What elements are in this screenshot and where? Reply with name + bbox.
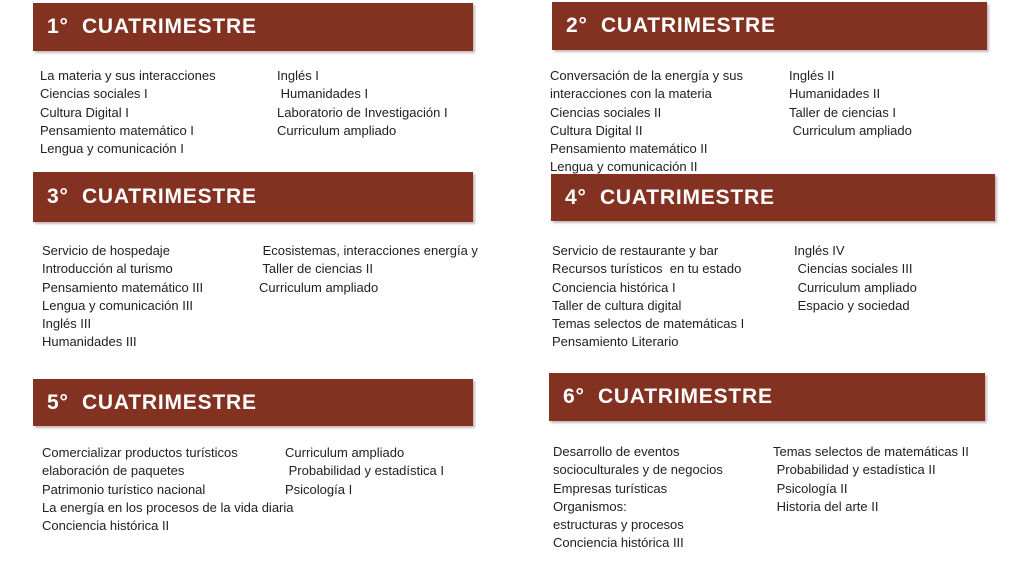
cuatrimestre-2-title: 2° CUATRIMESTRE [566, 14, 776, 37]
cuatrimestre-6-header-banner [549, 373, 985, 421]
subject-item: Organismos: [553, 498, 627, 514]
subject-item: Empresas turísticas [553, 480, 668, 496]
subject-item: elaboración de paquetes [42, 463, 185, 479]
subject-item: Inglés II [789, 68, 835, 83]
subject-item: Temas selectos de matemáticas I [552, 316, 745, 332]
cuatrimestre-6-subject-column-1 [553, 443, 723, 553]
subject-item: Temas selectos de matemáticas II [773, 444, 969, 459]
subject-item: Pensamiento Literario [552, 334, 679, 350]
subject-item: Ciencias sociales I [40, 86, 148, 102]
cuatrimestre-6-subject-column-2 [773, 443, 969, 516]
subject-item: Pensamiento matemático II [550, 141, 708, 157]
cuatrimestre-1-title: 1° CUATRIMESTRE [47, 15, 257, 38]
subject-item: Taller de ciencias I [789, 104, 896, 120]
subject-item: Conciencia histórica II [42, 518, 170, 534]
subject-item: Introducción al turismo [42, 261, 173, 277]
subject-item: Ecosistemas, interacciones energía y [259, 243, 478, 258]
subject-item: socioculturales y de negocios [553, 462, 723, 478]
subject-item: Comercializar productos turísticos [42, 445, 238, 460]
subject-item: estructuras y procesos [553, 517, 684, 533]
subject-item: Conversación de la energía y sus [550, 68, 743, 83]
subject-item: Lengua y comunicación I [40, 141, 184, 157]
subject-item: Lengua y comunicación II [550, 159, 698, 175]
subject-item: Psicología I [285, 481, 353, 497]
subject-item: Ciencias sociales III [794, 261, 913, 277]
subject-item: Curriculum ampliado [259, 279, 379, 295]
subject-item: Espacio y sociedad [794, 297, 910, 313]
subject-item: Servicio de restaurante y bar [552, 243, 719, 258]
subject-item: Laboratorio de Investigación I [277, 104, 448, 120]
subject-item: Lengua y comunicación III [42, 297, 194, 313]
cuatrimestre-4-title: 4° CUATRIMESTRE [565, 185, 775, 209]
subject-item: Historia del arte II [773, 498, 879, 514]
subject-item: Servicio de hospedaje [42, 243, 170, 258]
subject-item: Pensamiento matemático I [40, 122, 194, 138]
subject-item: Recursos turísticos en tu estado [552, 261, 742, 277]
cuatrimestre-6-title: 6° CUATRIMESTRE [563, 385, 773, 408]
subject-item: La materia y sus interacciones [40, 68, 216, 83]
subject-item: Probabilidad y estadística II [773, 462, 936, 478]
subject-item: Desarrollo de eventos [553, 444, 680, 459]
cuatrimestre-3-title: 3° CUATRIMESTRE [47, 185, 257, 208]
subject-item: Curriculum ampliado [285, 445, 405, 460]
subject-item: Cultura Digital II [550, 122, 643, 138]
subject-item: Pensamiento matemático III [42, 279, 204, 295]
subject-item: Psicología II [773, 480, 848, 496]
subject-item: La energía en los procesos de la vida diaria [42, 499, 294, 515]
subject-item: interacciones con la materia [550, 86, 712, 102]
subject-item: Curriculum ampliado [789, 122, 912, 138]
subject-item: Probabilidad y estadística I [285, 463, 444, 479]
subject-item: Taller de ciencias II [259, 261, 373, 277]
subject-item: Inglés IV [794, 243, 845, 258]
subject-item: Inglés I [277, 68, 319, 83]
subject-item: Curriculum ampliado [277, 122, 397, 138]
subject-item: Conciencia histórica I [552, 279, 676, 295]
subject-item: Cultura Digital I [40, 104, 129, 120]
subject-item: Ciencias sociales II [550, 104, 662, 120]
cuatrimestre-5-title: 5° CUATRIMESTRE [47, 390, 257, 414]
subject-item: Curriculum ampliado [794, 279, 917, 295]
subject-item: Conciencia histórica III [553, 535, 684, 551]
subject-item: Taller de cultura digital [552, 297, 682, 313]
subject-item: Humanidades III [42, 334, 137, 350]
subject-item: Humanidades II [789, 86, 881, 102]
subject-item: Inglés III [42, 316, 92, 332]
subject-item: Humanidades I [277, 86, 369, 102]
subject-item: Patrimonio turístico nacional [42, 481, 206, 497]
